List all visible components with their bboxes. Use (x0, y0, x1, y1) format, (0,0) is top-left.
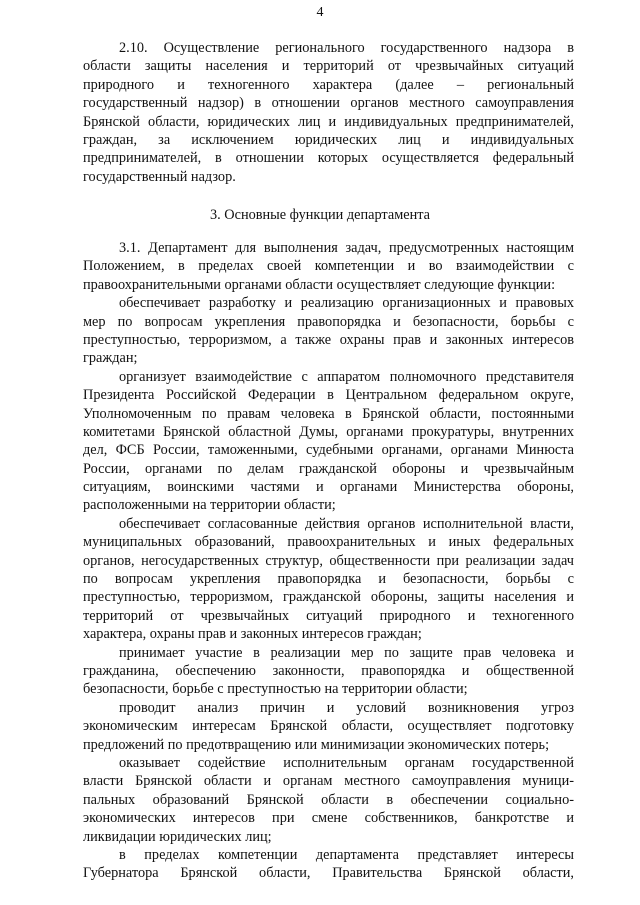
text-line: Уполномоченным по правам человека в Брянской области, постоянными (83, 405, 574, 422)
text-line: безопасности, борьбе с преступностью на территории области; (83, 681, 468, 698)
text-line: принимает участие в реализации мер по защите прав человека и (119, 644, 574, 661)
text-line: природного и техногенного характера (далее – региональный (83, 76, 574, 93)
text-line: пальных образований Брянской области в обеспечении социально- (83, 791, 574, 808)
text-line: государственный надзор. (83, 168, 236, 185)
text-line: преступностью, терроризмом, а также охраны прав и законных интересов (83, 331, 574, 348)
text-line: Положением, в пределах своей компетенции и во взаимодействии с (83, 258, 574, 275)
text-line: дел, ФСБ России, таможенными, судебными органами, органами Минюста (83, 442, 574, 459)
text-line: Брянской области, юридических лиц и индивидуальных предпринимателей, (83, 113, 574, 130)
text-line: характера, охраны прав и законных интересов граждан; (83, 626, 422, 643)
text-line: обеспечивает разработку и реализацию организационных и правовых (119, 295, 574, 312)
text-line: экономических интересов при смене собственников, банкротстве и (83, 810, 574, 827)
text-line: власти Брянской области и органам местного самоуправления муници- (83, 773, 574, 790)
text-line: территорий от чрезвычайных ситуаций природного и техногенного (83, 607, 574, 624)
section-3-1 (83, 239, 574, 883)
text-line: 3.1. Департамент для выполнения задач, предусмотренных настоящим (119, 240, 574, 256)
text-line: мер по вопросам укрепления правопорядка и безопасности, борьбы с (83, 313, 574, 330)
text-line: гражданина, обеспечению законности, правопорядка и общественной (83, 662, 574, 679)
text-line: по вопросам укрепления правопорядка и безопасности, борьбы с (83, 571, 574, 588)
text-line: России, органами по делам гражданской обороны и чрезвычайным (83, 460, 574, 477)
page-number: 4 (316, 5, 324, 20)
text-line: в пределах компетенции департамента представляет интересы (119, 846, 574, 863)
text-line: граждан; (83, 350, 138, 367)
text-line: ситуациям, воинскими частями и органами Министерства обороны, (83, 479, 574, 496)
text-line: проводит анализ причин и условий возникновения угроз (119, 699, 574, 716)
text-line: комитетами Брянской областной Думы, органами прокуратуры, внутренних (83, 423, 574, 440)
text-line: Губернатора Брянской области, Правительства Брянской области, (83, 865, 574, 882)
text-line: расположенными на территории области; (83, 497, 336, 514)
text-line: граждан, за исключением юридических лиц и индивидуальных (83, 131, 574, 148)
section-2-10 (83, 39, 574, 186)
text-line: 2.10. Осуществление регионального государственного надзора в (119, 40, 574, 56)
text-line: оказывает содействие исполнительным органам государственной (119, 754, 574, 771)
text-line: органов, негосударственных структур, общественности при реализации задач (83, 552, 574, 569)
text-line: ликвидации юридических лиц; (83, 828, 272, 845)
text-line: организует взаимодействие с аппаратом полномочного представителя (119, 368, 574, 385)
text-line: муниципальных образований, правоохранительных и иных федеральных (83, 534, 574, 551)
text-line: правоохранительными органами области осуществляет следующие функции: (83, 276, 556, 293)
text-line: обеспечивает согласованные действия органов исполнительной власти, (119, 515, 574, 532)
text-line: преступностью, терроризмом, гражданской обороны, защиты населения и (83, 589, 574, 606)
text-line: предложений по предотвращению или минимизации экономических потерь; (83, 736, 550, 753)
text-line: государственный надзор) в отношении органов местного самоуправления (83, 95, 574, 112)
text-line: предпринимателей, в отношении которых осуществляется федеральный (83, 150, 574, 167)
text-line: Президента Российской Федерации в Центральном федеральном округе, (83, 387, 574, 404)
text-line: экономическим интересам Брянской области, осуществляет подготовку (83, 718, 574, 735)
text-line: области защиты населения и территорий от чрезвычайных ситуаций (83, 58, 574, 75)
section-heading: 3. Основные функции департамента (209, 207, 431, 223)
